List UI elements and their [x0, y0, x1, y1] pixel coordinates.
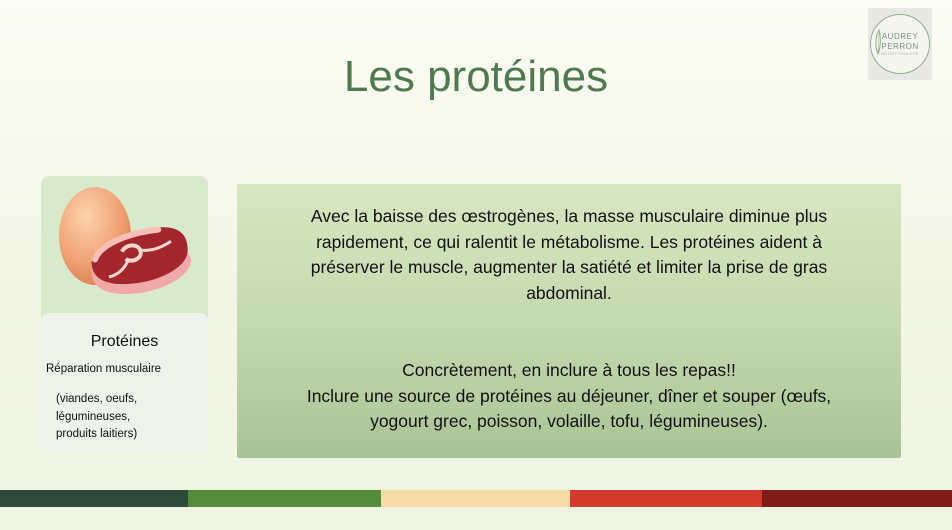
card-title: Protéines [90, 333, 159, 350]
text-line: Concrètement, en inclure à tous les repas!! [402, 360, 736, 380]
list-item: produits laitiers) [56, 428, 138, 440]
info-paragraph-explanation [251, 204, 887, 306]
text-line: yogourt grec, poisson, volaille, tofu, légumineuses). [370, 411, 768, 431]
brand-logo [868, 8, 932, 80]
egg-and-steak-icon [41, 176, 208, 316]
stripe-red [570, 490, 762, 507]
stripe-green [188, 490, 381, 507]
protein-card [41, 176, 208, 451]
text-line: Inclure une source de protéines au déjeuner, dîner et souper (œufs, [306, 385, 832, 406]
card-subtitle: Réparation musculaire [46, 363, 162, 375]
info-paragraph-advice [251, 358, 887, 435]
text-line: rapidement, ce qui ralentit le métabolisme. Les protéines aident à [316, 231, 822, 252]
logo-ring [870, 14, 930, 74]
list-item: légumineuses, [56, 410, 131, 423]
stripe-dark-red [762, 490, 952, 507]
stripe-dark-green [0, 490, 188, 507]
text-line: abdominal. [526, 282, 612, 303]
food-examples-list [56, 391, 137, 444]
slide-title: Les protéines [343, 52, 609, 101]
color-stripe-bar [0, 490, 952, 507]
list-item: (viandes, oeufs, [56, 393, 138, 405]
stripe-cream [381, 490, 570, 507]
card-body [41, 313, 208, 451]
text-line: Avec la baisse des œstrogènes, la masse musculaire diminue plus [310, 206, 828, 226]
logo-name-last: PERRON [881, 41, 919, 51]
logo-subtitle: NUTRITIONNISTE [881, 51, 919, 56]
leaf-icon [873, 29, 883, 55]
text-line: préserver le muscle, augmenter la satiété et limiter la prise de gras [310, 257, 828, 277]
logo-name-first: AUDREY [881, 31, 919, 41]
info-box [237, 184, 901, 458]
